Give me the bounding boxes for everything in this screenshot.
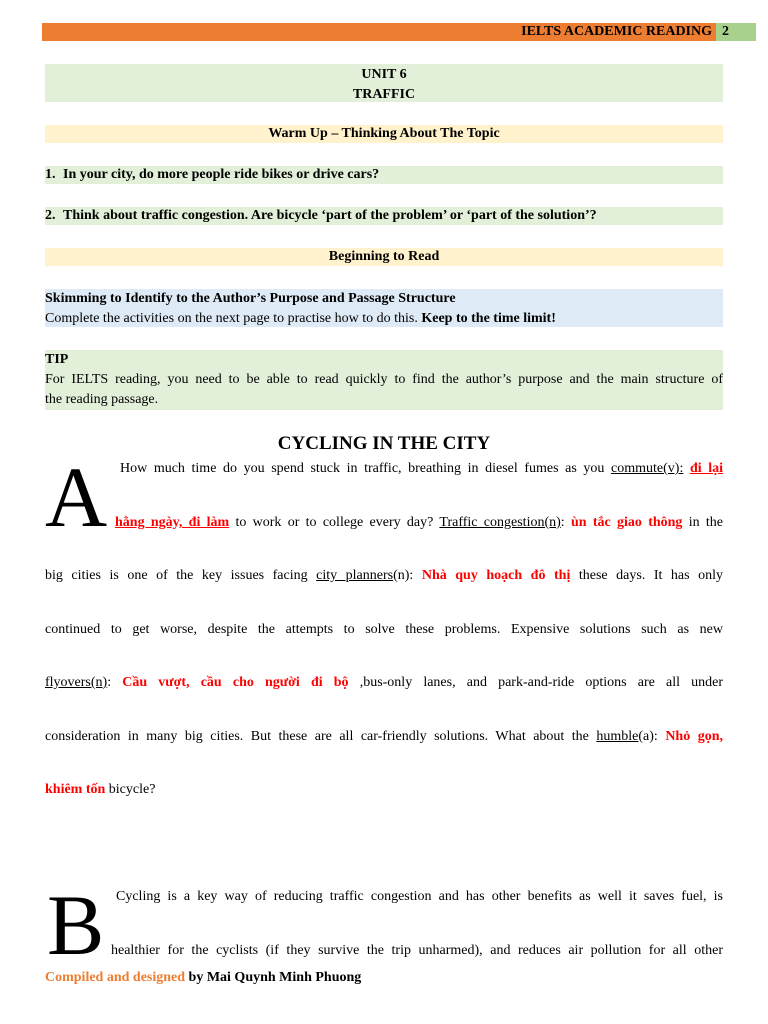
question-number: 1. [45, 167, 56, 182]
text-span: How much time do you spend stuck in traffic, breathing in diesel fumes as you [120, 461, 612, 476]
unit-topic: TRAFFIC [352, 87, 416, 102]
page-number: 2 [716, 23, 756, 41]
paragraph-a-line-4: continued to get worse, despite the attempts to solve these problems. Expensive solutions such as new [45, 622, 723, 637]
tip-heading: TIP [45, 352, 69, 367]
unit-number: UNIT 6 [361, 67, 407, 82]
tip-box [45, 350, 723, 410]
text-span: (a): [638, 729, 666, 744]
text-span: : [107, 675, 123, 690]
tip-line-2: the reading passage. [45, 392, 159, 407]
question-1 [45, 166, 723, 184]
paragraph-a-line-5 [45, 673, 723, 693]
text-span: in the [682, 515, 724, 530]
paragraph-b-line-1: Cycling is a key way of reducing traffic congestion and has other benefits as well it saves fuel, is [116, 889, 723, 904]
paragraph-b-line-2: healthier for the cyclists (if they survive the trip unharmed), and reduces air pollution for all other [111, 943, 723, 958]
text-span: to work or to college every day? [229, 515, 440, 530]
beginning-heading: Beginning to Read [45, 248, 723, 266]
dropcap-a: A [45, 449, 108, 545]
vocab-commute: commute(v): [611, 461, 684, 476]
translation-humble-2: khiêm tốn [45, 782, 106, 797]
vocab-traffic-congestion: Traffic congestion(n) [439, 515, 561, 530]
skimming-heading: Skimming to Identify to the Author’s Purpose and Passage Structure [45, 291, 456, 306]
skimming-text: Complete the activities on the next page to practise how to do this. [45, 311, 422, 326]
translation-traffic-congestion: ùn tắc giao thông [570, 515, 683, 530]
question-text: In your city, do more people ride bikes or drive cars? [63, 167, 380, 182]
translation-humble: Nhỏ gọn, [665, 729, 723, 744]
article-title: CYCLING IN THE CITY [277, 433, 491, 454]
paragraph-a-line-3 [45, 566, 723, 586]
text-span: (n): [393, 568, 422, 583]
skimming-box [45, 289, 723, 327]
paragraph-b [45, 877, 723, 973]
translation-commute-2: hằng ngày, đi làm [115, 515, 230, 530]
paragraph-a-line-6 [45, 727, 723, 747]
translation-city-planners: Nhà quy hoạch đô thị [421, 568, 571, 583]
translation-commute: đi lại [689, 461, 724, 476]
vocab-humble: humble [596, 729, 639, 744]
paragraph-a [45, 449, 724, 803]
unit-heading [45, 64, 723, 102]
question-2 [45, 207, 723, 225]
question-number: 2. [45, 208, 56, 223]
translation-flyovers: Cầu vượt, cầu cho người đi bộ [122, 675, 349, 690]
dropcap-b: B [47, 877, 105, 973]
text-span: consideration in many big cities. But these are all car-friendly solutions. What about the [45, 729, 597, 744]
text-span [683, 461, 690, 476]
warmup-heading: Warm Up – Thinking About The Topic [45, 125, 723, 143]
header-title: IELTS ACADEMIC READING [42, 23, 716, 41]
page-footer [45, 970, 361, 986]
footer-compiled: Compiled and designed [45, 970, 186, 985]
question-text: Think about traffic congestion. Are bicycle ‘part of the problem’ or ‘part of the solution’? [63, 208, 597, 223]
text-span: these days. It has only [570, 568, 724, 583]
paragraph-a-line-2 [115, 513, 723, 533]
page-header [42, 23, 756, 41]
skimming-time-limit: Keep to the time limit! [421, 311, 556, 326]
paragraph-a-line-7 [45, 780, 723, 800]
text-span: : [560, 515, 571, 530]
text-span: bicycle? [105, 782, 156, 797]
paragraph-a-line-1 [120, 459, 723, 479]
tip-line-1: For IELTS reading, you need to be able to read quickly to find the author’s purpose and the main structure of [45, 372, 723, 387]
footer-author: by Mai Quynh Minh Phuong [185, 970, 362, 985]
vocab-flyovers: flyovers(n) [45, 675, 108, 690]
vocab-city-planners: city planners [316, 568, 394, 583]
text-span: big cities is one of the key issues facing [45, 568, 317, 583]
text-span: ,bus-only lanes, and park-and-ride options are all under [348, 675, 723, 690]
skimming-instructions [45, 309, 723, 329]
